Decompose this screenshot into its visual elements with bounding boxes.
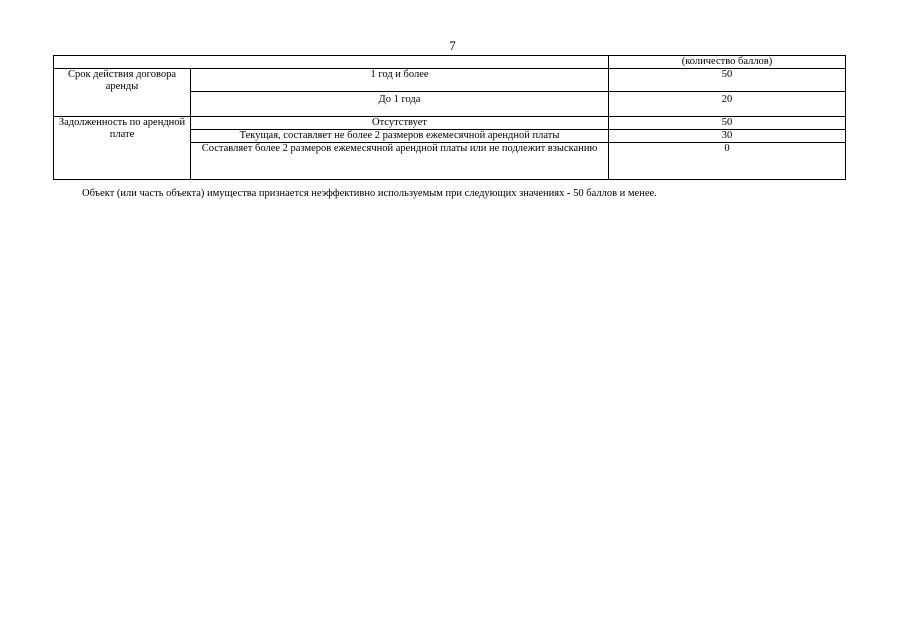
criterion-cell: Срок действия договора аренды (54, 69, 191, 117)
score-cell: 0 (609, 143, 846, 180)
condition-cell: До 1 года (191, 92, 609, 117)
header-score-cell: (количество баллов) (609, 56, 846, 69)
scoring-table (53, 55, 846, 180)
footnote: Объект (или часть объекта) имущества признается неэффективно используемым при следующих значениях - 50 баллов и менее. (82, 188, 657, 199)
header-empty-cell (54, 56, 609, 69)
table-header-row (54, 56, 846, 69)
score-cell: 20 (609, 92, 846, 117)
table-row (54, 69, 846, 92)
criterion-cell: Задолженность по арендной плате (54, 117, 191, 180)
score-cell: 50 (609, 117, 846, 130)
page-number: 7 (449, 38, 456, 53)
table-row (54, 117, 846, 130)
score-cell: 50 (609, 69, 846, 92)
score-cell: 30 (609, 130, 846, 143)
condition-cell: 1 год и более (191, 69, 609, 92)
condition-cell: Текущая, составляет не более 2 размеров ежемесячной арендной платы (191, 130, 609, 143)
condition-cell: Составляет более 2 размеров ежемесячной арендной платы или не подлежит взысканию (191, 143, 609, 180)
condition-cell: Отсутствует (191, 117, 609, 130)
